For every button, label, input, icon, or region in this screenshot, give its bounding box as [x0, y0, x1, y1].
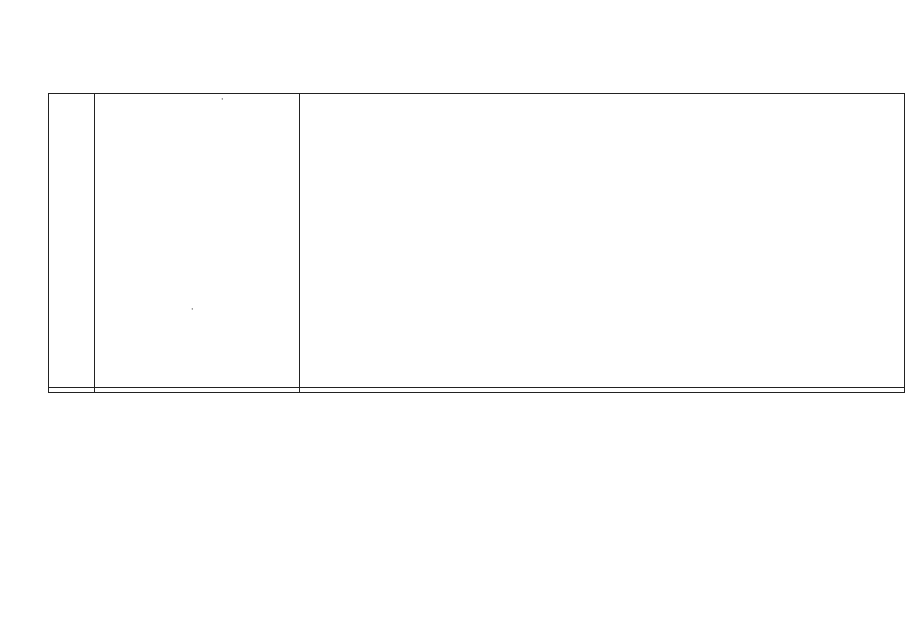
name-cell-empty [94, 94, 299, 388]
services-table [300, 388, 904, 392]
services-cell [299, 388, 904, 393]
section-name [94, 388, 299, 393]
tariff-text [300, 94, 904, 97]
speck-mark: · [190, 304, 194, 314]
tariff-text-cell [299, 94, 904, 388]
index-note [300, 388, 904, 392]
speck-mark: · [220, 94, 224, 104]
tariff-table [48, 93, 905, 393]
section-row [49, 388, 905, 393]
continuation-row [49, 94, 905, 388]
number-cell-empty [49, 94, 95, 388]
section-number [49, 388, 95, 393]
